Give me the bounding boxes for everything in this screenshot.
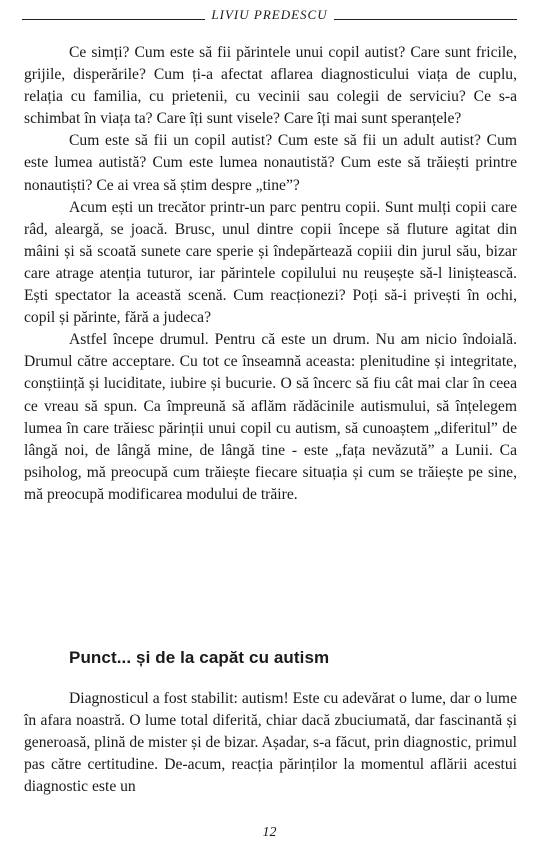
main-text (24, 42, 517, 506)
paragraph: Diagnosticul a fost stabilit: autism! Este cu adevărat o lume, dar o lume în afara noastră. O lume total diferită, chiar dacă zbuciumată, dar fascinantă și generoasă, plină de mister și de bizar. Așadar, s-a făcut, prin diagnostic, primul pas către certitudine. De-acum, reacția părinților la momentul aflării acestui diagnostic este un (24, 690, 517, 796)
running-title: LIVIU PREDESCU (211, 7, 328, 22)
paragraph: Astfel începe drumul. Pentru că este un drum. Nu am nicio îndoială. Drumul către acceptare. Cu tot ce înseamnă aceasta: plenitudine și integritate, conștiință și luciditate, iubire și bucurie. O să încerc să fiu cât mai clar în ceea ce vreau să spun. Ca împreună să aflăm rădăcinile autismului, să înțelegem lumea în care trăiesc părinții unui copil cu autism, să cunoaștem „diferitul” de lângă noi, de lângă mine, de lângă tine - este „fața nevăzută” a Lunii. Ca psiholog, mă preocupă cum trăiește fiecare situația și cum se trăiește pe sine, mă preocupă modificarea modului de trăire. (24, 331, 517, 503)
paragraph: Acum ești un trecător printr-un parc pentru copii. Sunt mulți copii care râd, aleargă, se joacă. Brusc, unul dintre copii începe să fluture agitat din mâini și să scoată sunete care sperie și îndepărtează copiii din jurul său, bizar care atrage atenția tuturor, iar părintele copilului nu reușește să-l liniștească. Ești spectator la această scenă. Cum reacționezi? Poți să-i privești în ochi, copil și părinte, fără a judeca? (24, 198, 517, 327)
page-number: 12 (262, 825, 277, 840)
running-header (22, 6, 517, 24)
header-rule-left (22, 19, 205, 20)
paragraph: Cum este să fii un copil autist? Cum este să fii un adult autist? Cum este lumea autistă? Cum este lumea nonautistă? Cum este să trăiești printre nonautiști? Ce ai vrea să știm despre „tine”? (24, 132, 517, 194)
paragraph: Ce simți? Cum este să fii părintele unui copil autist? Care sunt fricile, grijile, disperările? Cum ți-a afectat aflarea diagnosticului viața de cuplu, relația cu familia, cu prietenii, cu vecinii sau colegii de serviciu? Ce s-a schimbat în viața ta? Care îți sunt visele? Care îți mai sunt speranțele? (24, 44, 517, 128)
header-rule-right (334, 19, 517, 20)
section-text (24, 688, 517, 798)
section-heading: Punct... și de la capăt cu autism (69, 648, 330, 667)
